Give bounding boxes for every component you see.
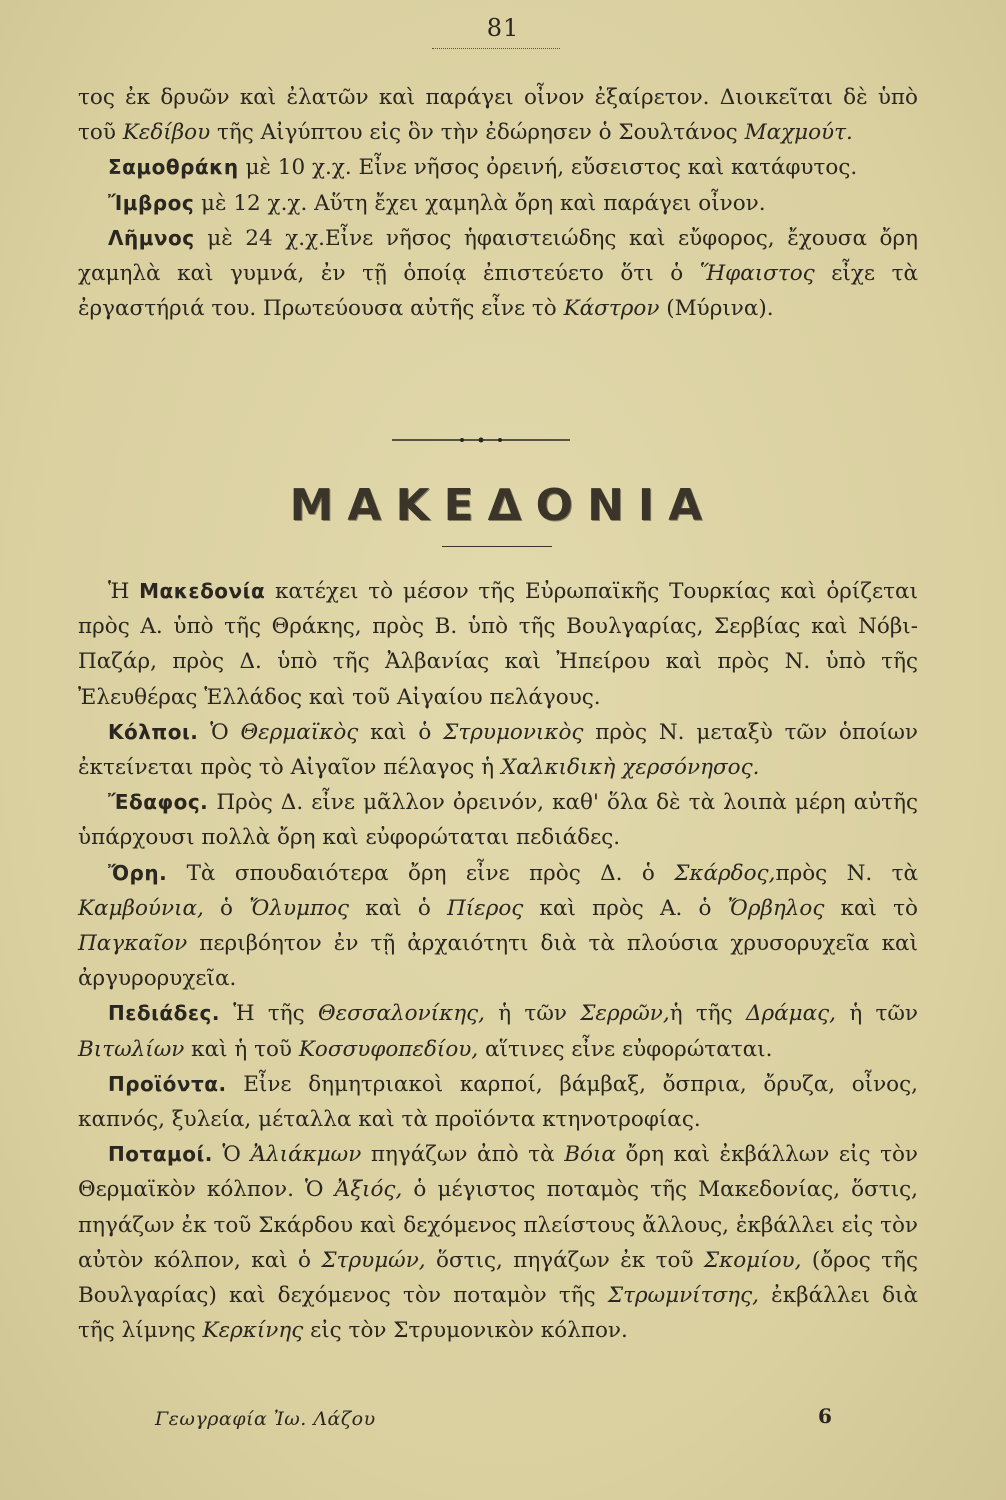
paragraph-samothraki: Σαμοθράκη μὲ 10 χ.χ. Εἶνε νῆσος ὀρεινή, εὔσειστος καὶ κατάφυτος. [108, 155, 858, 181]
entry-heading: Ἴμβρος [108, 190, 195, 215]
section-title: ΜΑΚΕΔΟΝΙΑ [289, 480, 717, 531]
header-rule [432, 48, 560, 49]
footer-signature-line: Γεωγραφία Ἰω. Λάζου [155, 1408, 376, 1430]
entry-heading: Λῆμνος [108, 225, 195, 250]
entry-heading: Ποταμοί. [108, 1142, 213, 1167]
entry-heading: Σαμοθράκη [108, 155, 239, 180]
signature-number: 6 [818, 1404, 832, 1428]
entry-heading: Ἔδαφος. [108, 790, 209, 815]
paragraph-proionta: Προϊόντα. Εἶνε δημητριακοὶ καρποί, βάμβαξ, ὄσπρια, ὄρυζα, οἶνος, καπνός, ξυλεία, μέταλλα καὶ τὰ προϊόντα κτηνοτροφίας. [78, 1071, 918, 1133]
entry-heading: Πεδιάδες. [108, 1001, 220, 1026]
entry-heading: Μακεδονία [139, 579, 266, 603]
paragraph-ori: Ὄρη. Τὰ σπουδαιότερα ὄρη εἶνε πρὸς Δ. ὁ Σκάρδος,πρὸς Ν. τὰ Καμβούνια, ὁ Ὄλυμπος καὶ ὁ Πίερος καὶ πρὸς Α. ὁ Ὄρβηλος καὶ τὸ Παγκαῖον περιβόητον ἐν τῇ ἀρχαιότητι διὰ τὰ πλούσια χρυσορυχεῖα καὶ ἀργυρορυχεῖα. [78, 860, 918, 992]
paragraph-kolpoi: Κόλποι. Ὁ Θερμαϊκὸς καὶ ὁ Στρυμονικὸς πρὸς Ν. μεταξὺ τῶν ὁποίων ἐκτείνεται πρὸς τὸ Αἰγαῖον πέλαγος ἡ Χαλκιδικὴ χερσόνησος. [78, 719, 918, 781]
paragraph-pediades: Πεδιάδες. Ἡ τῆς Θεσσαλονίκης, ἡ τῶν Σερρῶν,ἡ τῆς Δράμας, ἡ τῶν Βιτωλίων καὶ ἡ τοῦ Κοσσυφοπεδίου, αἵτινες εἶνε εὐφορώταται. [78, 1001, 918, 1062]
top-text-block [78, 80, 918, 326]
macedonia-text-block [78, 574, 918, 1348]
title-rule [442, 546, 552, 547]
paragraph-edafos: Ἔδαφος. Πρὸς Δ. εἶνε μᾶλλον ὀρεινόν, καθ' ὅλα δὲ τὰ λοιπὰ μέρη αὐτῆς ὑπάρχουσι πολλὰ ὄρη καὶ εὐφορώταται πεδιάδες. [78, 790, 918, 851]
paragraph-imvros: Ἴμβρος μὲ 12 χ.χ. Αὕτη ἔχει χαμηλὰ ὄρη καὶ παράγει οἶνον. [108, 190, 766, 216]
paragraph-limnos: Λῆμνος μὲ 24 χ.χ.Εἶνε νῆσος ἡφαιστειώδης καὶ εὔφορος, ἔχουσα ὄρη χαμηλὰ καὶ γυμνά, ἐν τῇ ὁποίᾳ ἐπιστεύετο ὅτι ὁ Ἥφαιστος εἶχε τὰ ἐργαστήριά του. Πρωτεύουσα αὐτῆς εἶνε τὸ Κάστρον (Μύρινα). [78, 225, 918, 322]
paragraph-potamoi: Ποταμοί. Ὁ Ἀλιάκμων πηγάζων ἀπὸ τὰ Βόια ὄρη καὶ ἐκβάλλων εἰς τὸν Θερμαϊκὸν κόλπον. Ὁ Ἀξιός, ὁ μέγιστος ποταμὸς τῆς Μακεδονίας, ὅστις, πηγάζων ἐκ τοῦ Σκάρδου καὶ δεχόμενος πλείστους ἄλλους, ἐκβάλλει εἰς τὸν αὐτὸν κόλπον, καὶ ὁ Στρυμών, ὅστις, πηγάζων ἐκ τοῦ Σκομίου, (ὄρος τῆς Βουλγαρίας) καὶ δεχόμενος τὸν ποταμὸν τῆς Στρωμνίτσης, ἐκβάλλει διὰ τῆς λίμνης Κερκίνης εἰς τὸν Στρυμονικὸν κόλπον. [78, 1142, 919, 1344]
paragraph-continuation: τος ἐκ δρυῶν καὶ ἐλατῶν καὶ παράγει οἶνον ἐξαίρετον. Διοικεῖται δὲ ὑπὸ τοῦ Κεδίβου τῆς Αἰγύπτου εἰς ὃν τὴν ἐδώρησεν ὁ Σουλτάνος Μαχμούτ. [78, 85, 918, 146]
paragraph-intro: Ἡ Μακεδονία κατέχει τὸ μέσον τῆς Εὐρωπαϊκῆς Τουρκίας καὶ ὁρίζεται πρὸς Α. ὑπὸ τῆς Θράκης, πρὸς Β. ὑπὸ τῆς Βουλγαρίας, Σερβίας καὶ Νόβι-Παζάρ, πρὸς Δ. ὑπὸ τῆς Ἀλβανίας καὶ Ἠπείρου καὶ πρὸς Ν. ὑπὸ τῆς Ἐλευθέρας Ἑλλάδος καὶ τοῦ Αἰγαίου πελάγους. [78, 579, 918, 710]
section-divider-ornament [392, 437, 570, 443]
entry-heading: Ὄρη. [108, 860, 168, 885]
page-number: 81 [486, 14, 520, 42]
entry-heading: Κόλποι. [108, 719, 199, 744]
entry-heading: Προϊόντα. [108, 1071, 227, 1096]
